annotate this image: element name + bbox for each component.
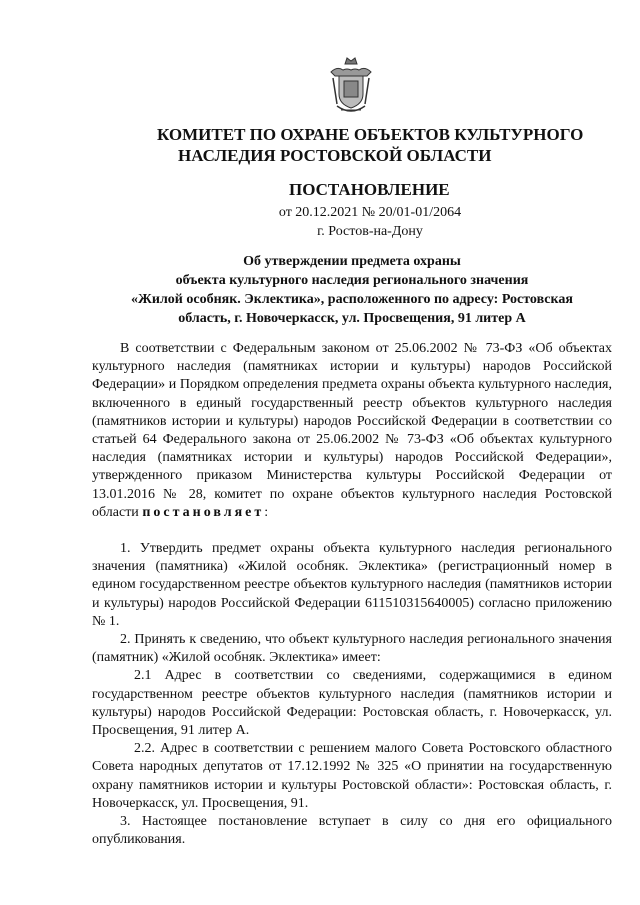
committee-name-line2: НАСЛЕДИЯ РОСТОВСКОЙ ОБЛАСТИ [178,146,492,165]
document-meta [255,203,485,241]
item-2-paragraph: 2. Принять к сведению, что объект культурного наследия регионального значения (памятник) «Жилой особняк. Эклектика» имеет: [92,632,612,666]
document-subject [92,252,612,328]
city: г. Ростов-на-Дону [317,224,423,239]
date-number: от 20.12.2021 № 20/01-01/2064 [278,205,462,220]
committee-name [60,124,640,166]
document-body [92,340,612,849]
item-3-paragraph: 3. Настоящее постановление вступает в силу со дня его официального опубликования. [92,814,612,848]
subject-line: объекта культурного наследия регионального значения [175,273,529,288]
subject-line: «Жилой особняк. Эклектика», расположенного по адресу: Ростовская [131,292,573,307]
committee-name-line1: КОМИТЕТ ПО ОХРАНЕ ОБЪЕКТОВ КУЛЬТУРНОГО [157,125,584,144]
decree-word: постановляет [142,504,265,520]
coat-of-arms-emblem [327,54,375,118]
decree-colon: : [264,504,269,520]
preamble-paragraph [92,340,612,522]
item-2-2-paragraph: 2.2. Адрес в соответствии с решением малого Совета Ростовского областного Совета народных депутатов от 17.12.1992 № 325 «О принятии на государственную охрану памятников истории и культуры Ростовской области»: Ростовская область, г. Новочеркасск, ул. Просвещения, 91. [92,741,612,811]
subject-line: область, г. Новочеркасск, ул. Просвещения, 91 литер А [178,311,526,326]
document-type: ПОСТАНОВЛЕНИЕ [289,180,450,199]
item-2-1-paragraph: 2.1 Адрес в соответствии со сведениями, содержащимися в едином государственном реестре объектов культурного наследия (памятников истории и культуры) народов Российской Федерации: Ростовская область, г. Новочеркасск, ул. Просвещения, 91 литер А. [92,668,612,739]
subject-line: Об утверждении предмета охраны [243,254,461,269]
item-1-paragraph: 1. Утвердить предмет охраны объекта культурного наследия регионального значения (памятника) «Жилой особняк. Эклектика» (регистрационный номер в едином государственном реестре объектов культурного наследия (памятников истории и культуры) народов Российской Федерации 611510315640005) согласно приложению № 1. [92,541,612,629]
preamble-text: В соответствии с Федеральным законом от 25.06.2002 № 73-ФЗ «Об объектах культурного наследия (памятниках истории и культуры) народов Российской Федерации» и Порядком определения предмета охраны объекта культурного наследия, включенного в единый государственный реестр объектов культурного наследия (памятников истории и культуры) народов Российской Федерации в соответствии со статьей 64 Федерального закона от 25.06.2002 № 73-ФЗ «Об объектах культурного наследия (памятниках истории и культуры) народов Российской Федерации», утвержденного приказом Министерства культуры Российской Федерации от 13.01.2016 № 28, комитет по охране объектов культурного наследия Ростовской области [92,341,612,520]
